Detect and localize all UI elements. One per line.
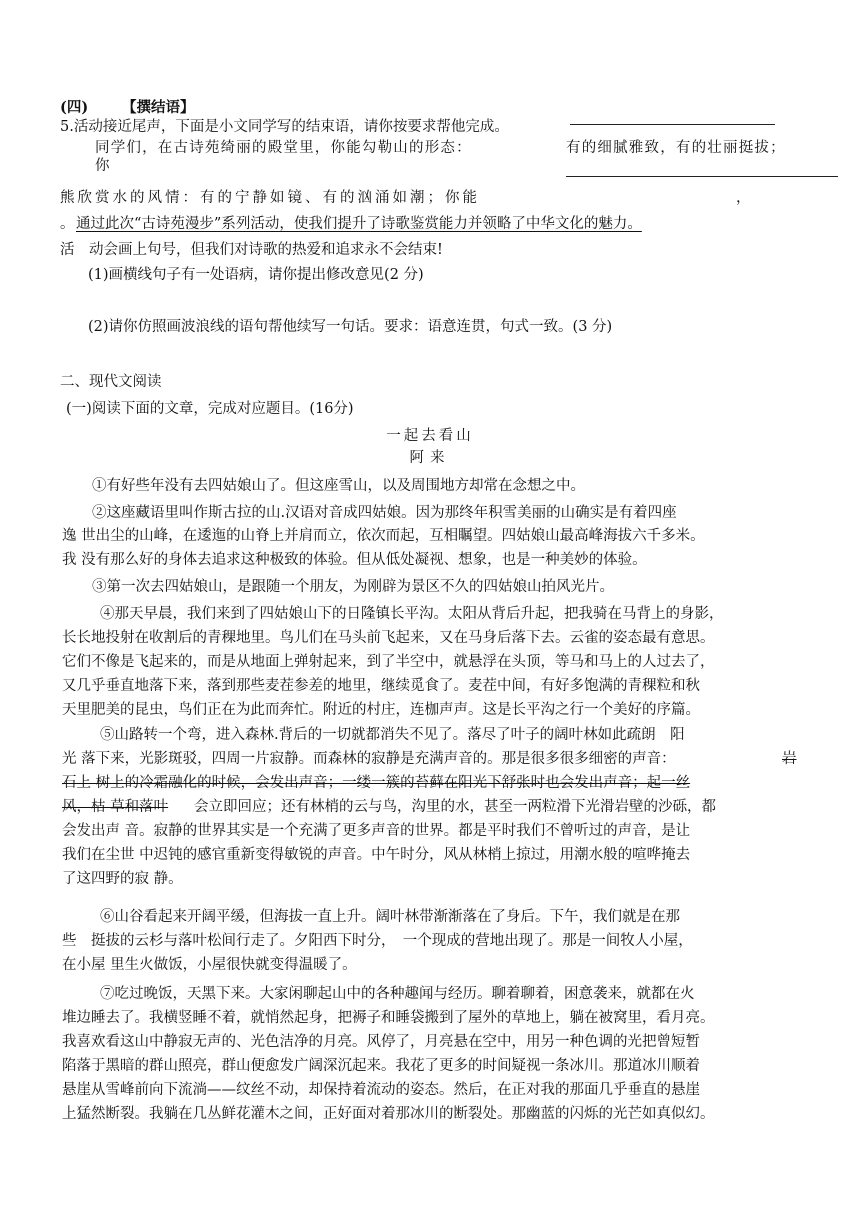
paragraph-3: ③第一次去四姑娘山，是跟随一个朋友，为刚辟为景区不久的四姑娘山拍风光片。 bbox=[92, 579, 614, 595]
question-5: 5.活动接近尾声，下面是小文同学写的结束语，请你按要求帮他完成。 bbox=[60, 119, 509, 135]
subquestion-2: (2)请你仿照画波浪线的语句帮他续写一句话。要求：语意连贯，句式一致。(3 分) bbox=[88, 319, 613, 335]
paragraph-4-line-2: 长长地投射在收割后的青稞地里。鸟儿们在马头前飞起来，又在马身后落下去。云雀的姿态最有意思。 bbox=[62, 630, 715, 646]
paragraph-4-line-5: 天里肥美的昆虫，鸟们正在为此而奔忙。附近的村庄，连枷声声。这是长平沟之行一个美好的序篇。 bbox=[62, 702, 700, 718]
paragraph-6-line-1: ⑥山谷看起来开阔平缓，但海拔一直上升。阔叶林带渐渐落在了身后。下午，我们就是在那 bbox=[100, 909, 680, 925]
paragraph-5-struck-end: 风，枯 草和落叶 bbox=[62, 799, 169, 815]
paragraph-5-line-6: 我们在尘世 中迟钝的感官重新变得敏锐的声音。中午时分，风从林梢上掠过，用潮水般的喧哗掩去 bbox=[62, 847, 691, 863]
paragraph-6-line-2: 些 挺拔的云杉与落叶松间行走了。夕阳西下时分， 一个现成的营地出现了。那是一间牧人小屋， bbox=[62, 933, 693, 949]
paragraph-7-line-1: ⑦吃过晚饭，天黑下来。大家闲聊起山中的各种趣闻与经历。聊着聊着，困意袭来，就都在火 bbox=[100, 986, 695, 1002]
closing-sentence: 活 动会画上句号，但我们对诗歌的热爱和追求永不会结束! bbox=[60, 242, 443, 258]
paragraph-7-line-4: 陷落于黑暗的群山照亮，群山便愈发广阔深沉起来。我花了更多的时间疑视一条冰川。那道冰川顺着 bbox=[62, 1058, 700, 1074]
intro-sentence: 同学们，在古诗苑绮丽的殿堂里，你能勾勒山的形态： bbox=[95, 140, 472, 156]
paragraph-7-line-2: 堆边睡去了。我横竖睡不着，就悄然起身，把褥子和睡袋搬到了屋外的草地上，躺在被窝里，看月亮。 bbox=[62, 1010, 715, 1026]
water-comma: ， bbox=[736, 190, 751, 206]
paragraph-7-line-6: 上猛然断裂。我躺在几丛鲜花灌木之间，正好面对着那冰川的断裂处。那幽蓝的闪烁的光芒如真似幻。 bbox=[62, 1106, 715, 1122]
paragraph-4-line-3: 它们不像是飞起来的，而是从地面上弹射起来，到了半空中，就悬浮在头顶，等马和马上的人过去了， bbox=[62, 654, 715, 670]
subquestion-1: (1)画横线句子有一处语病，请你提出修改意见(2 分) bbox=[88, 267, 424, 283]
section-number: (四) bbox=[60, 99, 89, 116]
paragraph-5-line-4: 会立即回应；还有林梢的云与鸟，沟里的水，甚至一两粒滑下光滑岩壁的沙砾，都 bbox=[194, 799, 716, 815]
reading-instruction: (一)阅读下面的文章，完成对应题目。(16分) bbox=[66, 401, 354, 417]
intro-you: 你 bbox=[95, 158, 110, 174]
paragraph-2-line-1: ②这座藏语里叫作斯古拉的山.汉语对音成四姑娘。因为那终年积雪美丽的山确实是有着四座 bbox=[92, 505, 677, 521]
paragraph-5-line-1: ⑤山路转一个弯，进入森林.背后的一切就都消失不见了。落尽了叶子的阔叶林如此疏朗 阳 bbox=[100, 727, 685, 743]
answer-line-1 bbox=[570, 124, 775, 125]
period-mark: 。 bbox=[60, 216, 75, 232]
answer-line-2 bbox=[566, 176, 838, 177]
paragraph-5-line-2: 光 落下来，光影斑驳，四周一片寂静。而森林的寂静是充满声音的。那是很多很多细密的声音： bbox=[62, 751, 676, 767]
paragraph-4-line-4: 又几乎垂直地落下来，落到那些麦茬参差的地里，继续觅食了。麦茬中间，有好多饱满的青稞粒和秋 bbox=[62, 678, 700, 694]
paragraph-6-line-3: 在小屋 里生火做饭，小屋很快就变得温暖了。 bbox=[62, 957, 357, 973]
paragraph-7-line-5: 悬崖从雪峰前向下流淌——纹丝不动，却保持着流动的姿态。然后，在正对我的那面几乎垂直的悬崖 bbox=[62, 1082, 700, 1098]
paragraph-5-line-7: 了这四野的寂 静。 bbox=[62, 871, 183, 887]
paragraph-2-line-2: 逸 世出尘的山峰，在逶迤的山脊上并肩而立，依次而起，互相瞩望。四姑娘山最高峰海拔六千多米。 bbox=[62, 528, 705, 544]
paragraph-4-line-1: ④那天早晨，我们来到了四姑娘山下的日隆镇长平沟。太阳从背后升起，把我骑在马背上的身影， bbox=[100, 606, 724, 622]
paragraph-2-line-3: 我 没有那么好的身体去追求这种极致的体验。但从低处凝视、想象，也是一种美妙的体验。 bbox=[62, 552, 647, 568]
paragraph-1: ①有好些年没有去四姑娘山了。但这座雪山，以及周围地方却常在念想之中。 bbox=[92, 478, 585, 494]
water-sentence: 熊欣赏水的风情：有的宁静如镜、有的汹涌如潮；你能 bbox=[60, 190, 480, 206]
paragraph-5-struck-start: 岩 bbox=[782, 751, 797, 767]
section-title: 【撰结语】 bbox=[122, 99, 195, 116]
part-title: 二、现代文阅读 bbox=[60, 374, 162, 390]
underlined-sentence: 通过此次“古诗苑漫步”系列活动，使我们提升了诗歌鉴赏能力并领略了中华文化的魅力。 bbox=[76, 216, 642, 232]
paragraph-5-line-5: 会发出声 音。寂静的世界其实是一个充满了更多声音的世界。都是平时我们不曾听过的声音，是让 bbox=[62, 823, 691, 839]
intro-sentence-cont: 有的细腻雅致，有的壮丽挺拔； bbox=[566, 140, 786, 156]
essay-title: 一起去看山 bbox=[386, 428, 474, 444]
paragraph-7-line-3: 我喜欢看这山中静寂无声的、光色洁净的月亮。风停了，月亮悬在空中，用另一种色调的光把曾短暂 bbox=[62, 1034, 700, 1050]
paragraph-5-struck-line: 石上 树上的冷霜融化的时候，会发出声音；一缕一簇的苔藓在阳光下舒张时也会发出声音；起一丝 bbox=[62, 775, 691, 791]
essay-author: 阿来 bbox=[409, 450, 451, 466]
